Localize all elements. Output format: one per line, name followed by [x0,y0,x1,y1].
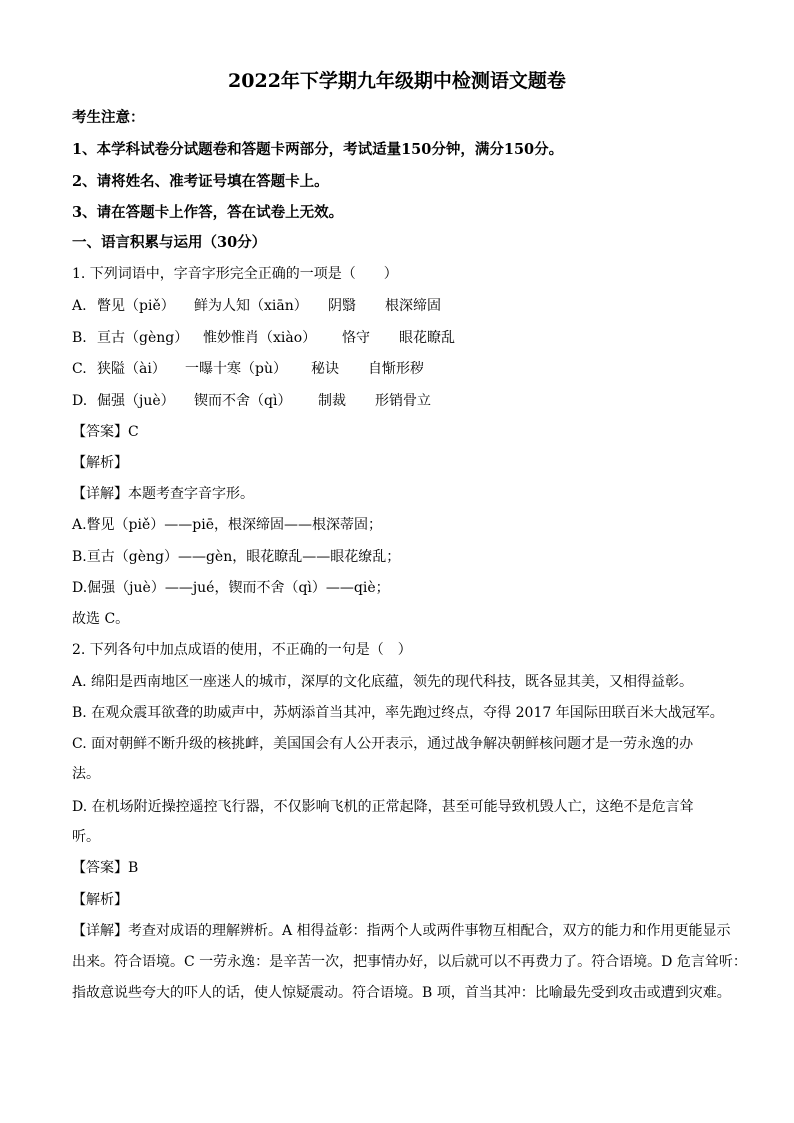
q2-answer: 【答案】B [72,860,139,876]
q2-option-d: D. 在机场附近操控遥控飞行器，不仅影响飞机的正常起降，甚至可能导致机毁人亡，这绝不是危言耸 [72,799,694,815]
q1-detail-line: B.亘古（gèng）——gèn，眼花瞭乱——眼花缭乱； [72,549,401,565]
option-label: A. [72,298,87,314]
q2-option-a: A. 绵阳是西南地区一座迷人的城市，深厚的文化底蕴，领先的现代科技，既各显其美，又相得益彰。 [72,674,694,690]
q1-detail-line: 【详解】本题考查字音字形。 [72,486,254,502]
option-part: 惟妙惟肖（xiào） [203,330,317,346]
option-label: B. [72,330,87,346]
option-part: 制裁 [318,393,346,409]
notice-item-2: 2、请将姓名、准考证号填在答题卡上。 [72,173,329,190]
option-part: 亘古（gèng） [97,330,189,346]
notice-item-1: 1、本学科试卷分试题卷和答题卡两部分，考试适量150分钟，满分150分。 [72,141,564,158]
option-part: 阴翳 [328,298,356,314]
option-part: 瞥见（piě） [97,298,175,314]
option-part: 秘诀 [311,361,339,377]
option-part: 根深缔固 [385,298,441,314]
option-part: 鲜为人知（xiān） [194,298,308,314]
q1-answer: 【答案】C [72,424,139,440]
q1-option-b [72,328,455,348]
q1-analysis-label: 【解析】 [72,455,128,471]
q2-detail-line: 出来。符合语境。C 一劳永逸：是辛苦一次，把事情办好，以后就可以不再费力了。符合语境。D 危言耸听： [72,954,747,970]
q2-stem: 2. 下列各句中加点成语的使用，不正确的一句是（ ） [72,642,412,658]
option-label: D. [72,393,88,409]
q1-detail-line: A.瞥见（piě）——piē，根深缔固——根深蒂固； [72,517,383,533]
option-part: 一曝十寒（pù） [185,361,287,377]
option-part: 狭隘（ài） [97,361,166,377]
q1-option-c [72,359,424,379]
q1-stem: 1. 下列词语中，字音字形完全正确的一项是（ ） [72,266,398,282]
q2-option-c-cont: 法。 [72,766,100,782]
q1-detail-line: D.倔强（juè）——jué，锲而不舍（qì）——qiè； [72,580,390,596]
q1-detail-line: 故选 C。 [72,611,130,627]
q2-detail-line: 指故意说些夸大的吓人的话，使人惊疑震动。符合语境。B 项，首当其冲：比喻最先受到攻击或遭到灾难。 [72,985,731,1001]
q2-option-b: B. 在观众震耳欲聋的助威声中，苏炳添首当其冲，率先跑过终点，夺得 2017 年国际田联百米大战冠军。 [72,705,724,721]
q2-option-d-cont: 听。 [72,829,100,845]
option-part: 倔强（juè） [97,393,175,409]
notice-heading: 考生注意： [72,109,145,126]
option-label: C. [72,361,87,377]
page-title: 2022年下学期九年级期中检测语文题卷 [228,70,566,92]
option-part: 形销骨立 [375,393,431,409]
option-part: 锲而不舍（qì） [194,393,292,409]
option-part: 恪守 [342,330,370,346]
q1-option-d [72,391,431,411]
option-part: 自惭形秽 [368,361,424,377]
option-part: 眼花瞭乱 [399,330,455,346]
section-heading: 一、语言积累与运用（30分） [72,234,267,251]
notice-item-3: 3、请在答题卡上作答，答在试卷上无效。 [72,204,344,221]
q2-option-c: C. 面对朝鲜不断升级的核挑衅，美国国会有人公开表示，通过战争解决朝鲜核问题才是一劳永逸的办 [72,736,694,752]
q2-analysis-label: 【解析】 [72,892,128,908]
q2-detail-line: 【详解】考查对成语的理解辨析。A 相得益彰：指两个人或两件事物互相配合，双方的能力和作用更能显示 [72,923,731,939]
q1-option-a [72,296,441,316]
